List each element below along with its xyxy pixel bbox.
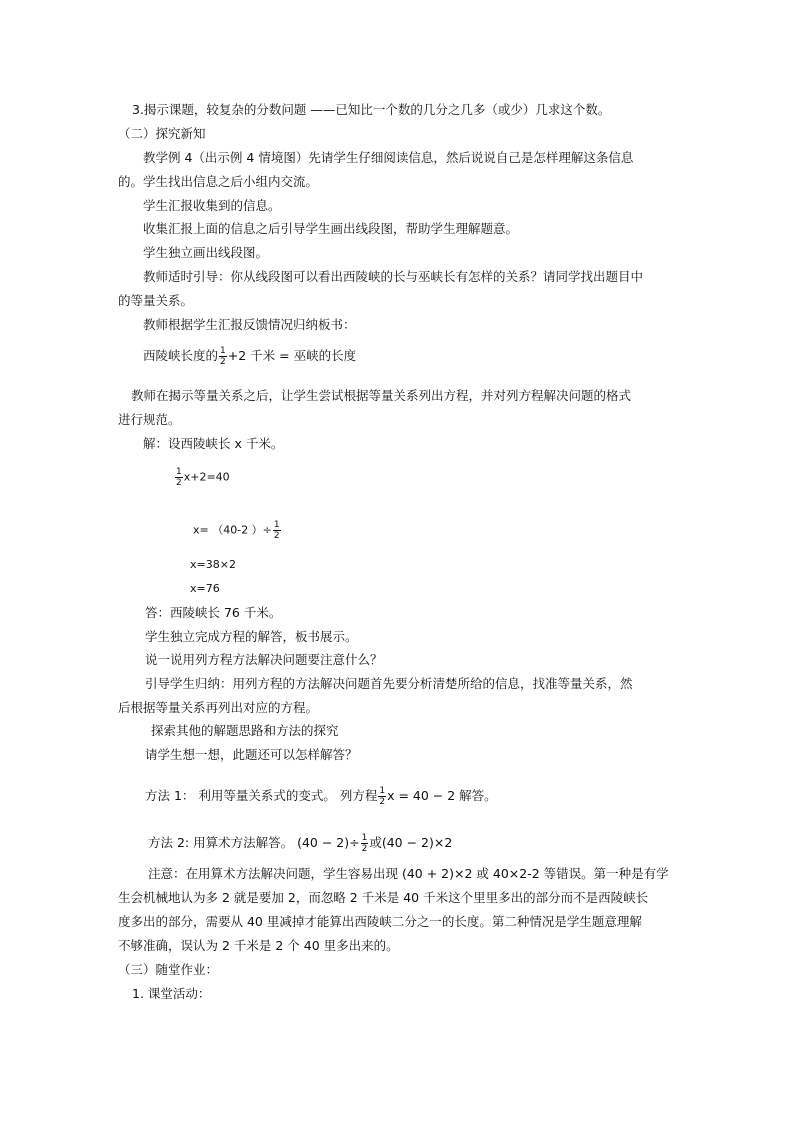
paragraph-line: 的等量关系。 — [118, 293, 194, 308]
paragraph-line: 教师根据学生汇报反馈情况归纳板书： — [143, 317, 356, 332]
list-item: 1. 课堂活动： — [132, 986, 211, 1001]
paragraph-line: 教学例 4（出示例 4 情境图）先请学生仔细阅读信息，然后说说自己是怎样理解这条信息 — [143, 150, 634, 165]
paragraph-line: 引导学生归纳：用列方程的方法解决问题首先要分析清楚所给的信息，找准等量关系，然 — [145, 676, 633, 691]
note-line: 不够准确，误认为 2 千米是 2 个 40 里多出来的。 — [118, 938, 399, 953]
paragraph-line: 的。学生找出信息之后小组内交流。 — [118, 174, 319, 189]
paragraph-line: 说一说用列方程方法解决问题要注意什么？ — [145, 652, 383, 667]
paragraph-line: 学生独立完成方程的解答，板书展示。 — [145, 629, 358, 644]
paragraph-line: 教师在揭示等量关系之后，让学生尝试根据等量关系列出方程，并对列方程解决问题的格式 — [131, 388, 632, 403]
equation-step-4: x=76 — [190, 582, 220, 595]
paragraph-line: 学生汇报收集到的信息。 — [143, 198, 281, 213]
section-heading: （三）随堂作业： — [118, 962, 219, 977]
relation-formula: 西陵峡长度的 $\frac{1}{2}$ +2 千米 = 巫峡的长度 — [143, 346, 357, 367]
paragraph-line: 后根据等量关系再列出对应的方程。 — [118, 700, 319, 715]
paragraph-line: 请学生想一想，此题还可以怎样解答？ — [145, 747, 358, 762]
equation-step-2: x= （40-2 ）÷ $\frac{1}{2}$ — [193, 520, 280, 541]
paragraph-line: 进行规范。 — [118, 412, 181, 427]
section-heading: （二）探究新知 — [118, 126, 206, 141]
note-line: 生会机械地认为多 2 就是要加 2，而忽略 2 千米是 40 千米这个里里多出的部分而不是西陵峡长 — [118, 890, 649, 905]
heading-topic: 3.揭示课题，较复杂的分数问题 ——已知比一个数的几分之几多（或少）几求这个数。 — [132, 102, 611, 117]
note-line: 度多出的部分，需要从 40 里减掉才能算出西陵峡二分之一的长度。第二种情况是学生题意理解 — [118, 914, 642, 929]
note-line: 注意：在用算术方法解决问题，学生容易出现 (40 + 2)×2 或 40×2-2 等错误。第一种是有学 — [148, 866, 669, 881]
paragraph-line: 探索其他的解题思路和方法的探究 — [151, 723, 339, 738]
answer-line: 答：西陵峡长 76 千米。 — [145, 605, 282, 620]
fraction-half: $\frac{1}{2}$ — [220, 346, 226, 367]
equation-step-1: $\frac{1}{2}$ x+2=40 — [176, 467, 230, 488]
method-1-line: 方法 1： 利用等量关系式的变式。 列方程 $\frac{1}{2}$ x = 40 − 2 解答。 — [145, 786, 497, 807]
paragraph-line: 教师适时引导：你从线段图可以看出西陵峡的长与巫峡长有怎样的关系？请同学找出题目中 — [143, 269, 644, 284]
paragraph-line: 学生独立画出线段图。 — [143, 245, 269, 260]
method-2-line: 方法 2: 用算术方法解答。 (40 − 2)÷ $\frac{1}{2}$ 或(40 − 2)×2 — [148, 833, 453, 854]
paragraph-line: 收集汇报上面的信息之后引导学生画出线段图，帮助学生理解题意。 — [143, 221, 519, 236]
solution-line: 解：设西陵峡长 x 千米。 — [143, 436, 284, 451]
equation-step-3: x=38×2 — [190, 558, 236, 571]
